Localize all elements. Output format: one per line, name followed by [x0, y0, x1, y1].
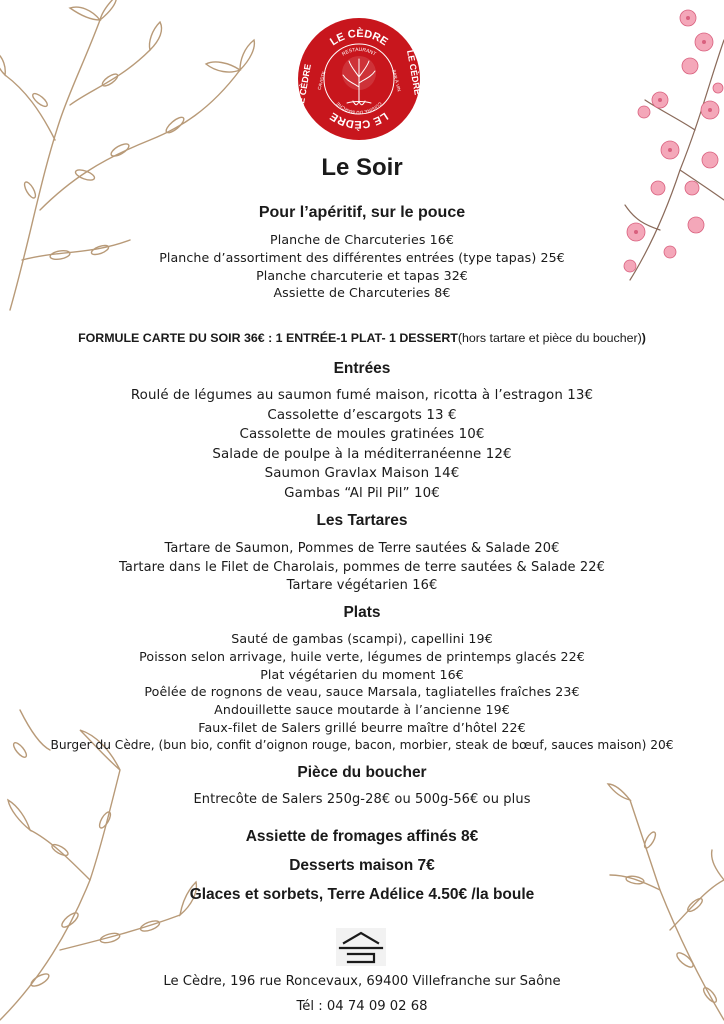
list-item: Gambas “Al Pil Pil” 10€ — [284, 485, 440, 501]
tartares-list — [0, 540, 724, 596]
list-item: Tartare de Saumon, Pommes de Terre sautées & Salade 20€ — [164, 541, 560, 556]
glaces-line: Glaces et sorbets, Terre Adélice 4.50€ /la boule — [189, 886, 535, 903]
formule-bold: FORMULE CARTE DU SOIR 36€ : 1 ENTRÉE-1 PLAT- 1 DESSERT — [78, 331, 458, 345]
footer-address: Le Cèdre, 196 rue Roncevaux, 69400 Villefranche sur Saône — [163, 974, 561, 989]
footer-phone: Tél : 04 74 09 02 68 — [296, 999, 428, 1014]
logo-inner-right: BAR À VIN — [391, 69, 402, 93]
logo-ring-bottom: LE CÈDRE — [328, 109, 390, 131]
list-item: Cassolette d’escargots 13 € — [267, 407, 457, 423]
fromages-line: Assiette de fromages affinés 8€ — [245, 828, 479, 845]
aperitif-list — [0, 231, 724, 302]
boucher-list — [0, 791, 724, 810]
formule-banner — [0, 330, 724, 345]
house-icon — [336, 928, 386, 966]
section-heading-boucher: Pièce du boucher — [297, 764, 427, 781]
list-item: Poisson selon arrivage, huile verte, légumes de printemps glacés 22€ — [139, 648, 585, 664]
page-title: Le Soir — [321, 154, 403, 181]
list-item: Salade de poulpe à la méditerranéenne 12€ — [212, 446, 512, 462]
restaurant-logo — [297, 17, 421, 141]
logo-ring-right: LE CÈDRE — [405, 49, 421, 96]
list-item: Tartare dans le Filet de Charolais, pommes de terre sautées & Salade 22€ — [118, 559, 605, 575]
list-item: Entrecôte de Salers 250g-28€ ou 500g-56€ ou plus — [193, 792, 531, 807]
entrees-list — [0, 386, 724, 504]
list-item: Assiette de Charcuteries 8€ — [273, 285, 451, 301]
list-item: Sauté de gambas (scampi), capellini 19€ — [231, 631, 493, 646]
formule-note: (hors tartare et pièce du boucher) — [457, 331, 642, 345]
logo-inner-bottom: CUISINE DU MARCHÉ — [335, 101, 383, 116]
list-item: Tartare végétarien 16€ — [286, 578, 438, 594]
logo-inner-top: RESTAURANT — [341, 46, 377, 58]
list-item: Andouillette sauce moutarde à l’ancienne 19€ — [214, 702, 510, 718]
section-heading-tartares: Les Tartares — [316, 512, 408, 529]
list-item: Saumon Gravlax Maison 14€ — [264, 466, 460, 482]
list-item: Planche d’assortiment des différentes entrées (type tapas) 25€ — [159, 249, 565, 265]
list-item: Faux-filet de Salers grillé beurre maître d’hôtel 22€ — [198, 719, 526, 735]
plats-list — [0, 630, 724, 755]
logo-inner-left: CAVISTE — [316, 70, 327, 91]
list-item: Planche charcuterie et tapas 32€ — [256, 267, 468, 283]
list-item: Burger du Cèdre, (bun bio, confit d’oignon rouge, bacon, morbier, steak de bœuf, sauces maison) 20€ — [50, 737, 674, 752]
list-item: Plat végétarien du moment 16€ — [260, 666, 464, 682]
section-heading-entrees: Entrées — [333, 360, 391, 377]
list-item: Cassolette de moules gratinées 10€ — [239, 427, 485, 443]
list-item: Planche de Charcuteries 16€ — [270, 232, 454, 247]
section-heading-aperitif: Pour l’apéritif, sur le pouce — [258, 204, 466, 221]
list-item: Poêlée de rognons de veau, sauce Marsala, tagliatelles fraîches 23€ — [144, 684, 580, 700]
list-item: Roulé de légumes au saumon fumé maison, ricotta à l’estragon 13€ — [130, 388, 594, 403]
section-heading-plats: Plats — [343, 604, 381, 621]
logo-ring-top: LE CÈDRE — [328, 27, 390, 49]
desserts-line: Desserts maison 7€ — [289, 857, 435, 874]
logo-ring-left: LE CÈDRE — [297, 63, 313, 110]
formule-close: ) — [641, 331, 646, 345]
